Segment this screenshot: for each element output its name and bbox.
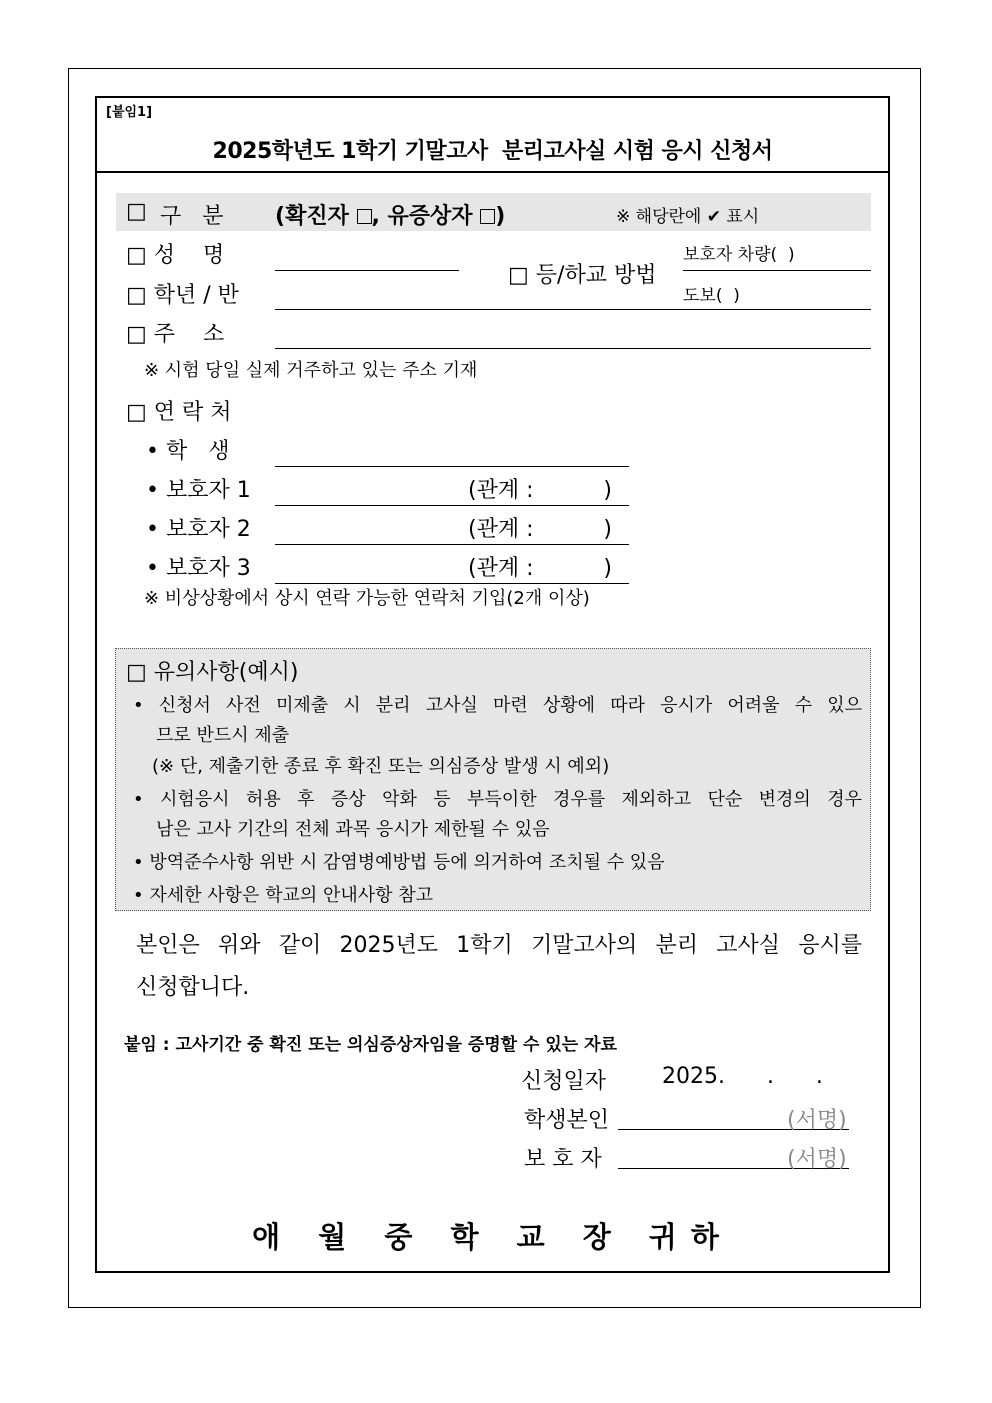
guardian1-relation: (관계 : ) bbox=[468, 478, 613, 503]
address-note: ※ 시험 당일 실제 거주하고 있는 주소 기재 bbox=[144, 360, 478, 381]
contact-student-label: • 학 생 bbox=[146, 439, 230, 464]
option-separator: , bbox=[371, 204, 380, 229]
commute-divider bbox=[683, 270, 871, 271]
notes-item1-line3: (※ 단, 제출기한 종료 후 확진 또는 의심증상 발생 시 예외) bbox=[152, 756, 610, 777]
notes-item2-line2: 남은 고사 기간의 전체 과목 응시가 제한될 수 있음 bbox=[156, 819, 550, 840]
statement-line1: 본인은 위와 같이 2025년도 1학기 기말고사의 분리 고사실 응시를 bbox=[136, 933, 862, 958]
contact-note: ※ 비상상황에서 상시 연락 가능한 연락처 기입(2개 이상) bbox=[144, 588, 590, 609]
commute-car-option[interactable]: 보호자 차량( ) bbox=[683, 245, 795, 265]
address-field[interactable] bbox=[275, 348, 871, 349]
guardian2-phone-field[interactable] bbox=[275, 544, 629, 545]
application-date-value[interactable]: 2025. . . bbox=[662, 1064, 823, 1089]
form-title: 2025학년도 1학기 기말고사 분리고사실 시험 응시 신청서 bbox=[212, 139, 773, 164]
guardian-sign-label: 보 호 자 bbox=[524, 1147, 602, 1172]
header-divider bbox=[95, 171, 890, 173]
confirmed-checkbox[interactable] bbox=[357, 209, 372, 224]
address-label: □ 주 소 bbox=[126, 322, 225, 347]
contact-guardian3-label: • 보호자 3 bbox=[146, 556, 251, 581]
contact-guardian2-label: • 보호자 2 bbox=[146, 517, 251, 542]
student-sign-placeholder: (서명) bbox=[787, 1108, 847, 1133]
category-options bbox=[275, 199, 505, 230]
commute-label: □ 등/하교 방법 bbox=[508, 263, 657, 288]
notes-header: □ 유의사항(예시) bbox=[126, 660, 299, 685]
recipient: 애 월 중 학 교 장 귀하 bbox=[252, 1220, 733, 1254]
guardian3-relation: (관계 : ) bbox=[468, 556, 613, 581]
grade-class-label: □ 학년 / 반 bbox=[126, 283, 239, 308]
guardian1-phone-field[interactable] bbox=[275, 505, 629, 506]
category-box: □ bbox=[126, 199, 147, 224]
notes-item4: • 자세한 사항은 학교의 안내사항 참고 bbox=[133, 885, 434, 906]
student-phone-field[interactable] bbox=[275, 466, 629, 467]
contact-guardian1-label: • 보호자 1 bbox=[146, 478, 251, 503]
option-confirmed: 확진자 bbox=[285, 204, 349, 229]
symptomatic-checkbox[interactable] bbox=[480, 209, 495, 224]
commute-walk-option[interactable]: 도보( ) bbox=[683, 286, 740, 306]
guardian-sign-placeholder: (서명) bbox=[787, 1147, 847, 1172]
name-label: □ 성 명 bbox=[126, 243, 225, 268]
attachment-label: [붙임1] bbox=[106, 105, 153, 120]
option-symptomatic: 유증상자 bbox=[387, 204, 473, 229]
name-field[interactable] bbox=[275, 270, 459, 271]
paren-open: ( bbox=[275, 204, 286, 229]
notes-item2-line1: • 시험응시 허용 후 증상 악화 등 부득이한 경우를 제외하고 단순 변경의 경우 bbox=[133, 789, 862, 810]
application-date-label: 신청일자 bbox=[521, 1069, 607, 1094]
contact-label: □ 연 락 처 bbox=[126, 400, 232, 425]
notes-item1-line2: 므로 반드시 제출 bbox=[156, 725, 290, 746]
notes-item1-line1: • 신청서 사전 미제출 시 분리 고사실 마련 상황에 따라 응시가 어려울 수 있으 bbox=[133, 695, 862, 716]
student-sign-label: 학생본인 bbox=[524, 1108, 610, 1133]
check-hint: ※ 해당란에 ✔ 표시 bbox=[616, 207, 760, 227]
grade-class-field[interactable] bbox=[275, 309, 871, 310]
paren-close: ) bbox=[495, 204, 506, 229]
notes-item3: • 방역준수사항 위반 시 감염병예방법 등에 의거하여 조치될 수 있음 bbox=[133, 852, 665, 873]
attachment-note: 붙임 : 고사기간 중 확진 또는 의심증상자임을 증명할 수 있는 자료 bbox=[124, 1035, 617, 1055]
guardian2-relation: (관계 : ) bbox=[468, 517, 613, 542]
statement-line2: 신청합니다. bbox=[136, 975, 250, 1000]
category-label: 구 분 bbox=[160, 204, 224, 229]
